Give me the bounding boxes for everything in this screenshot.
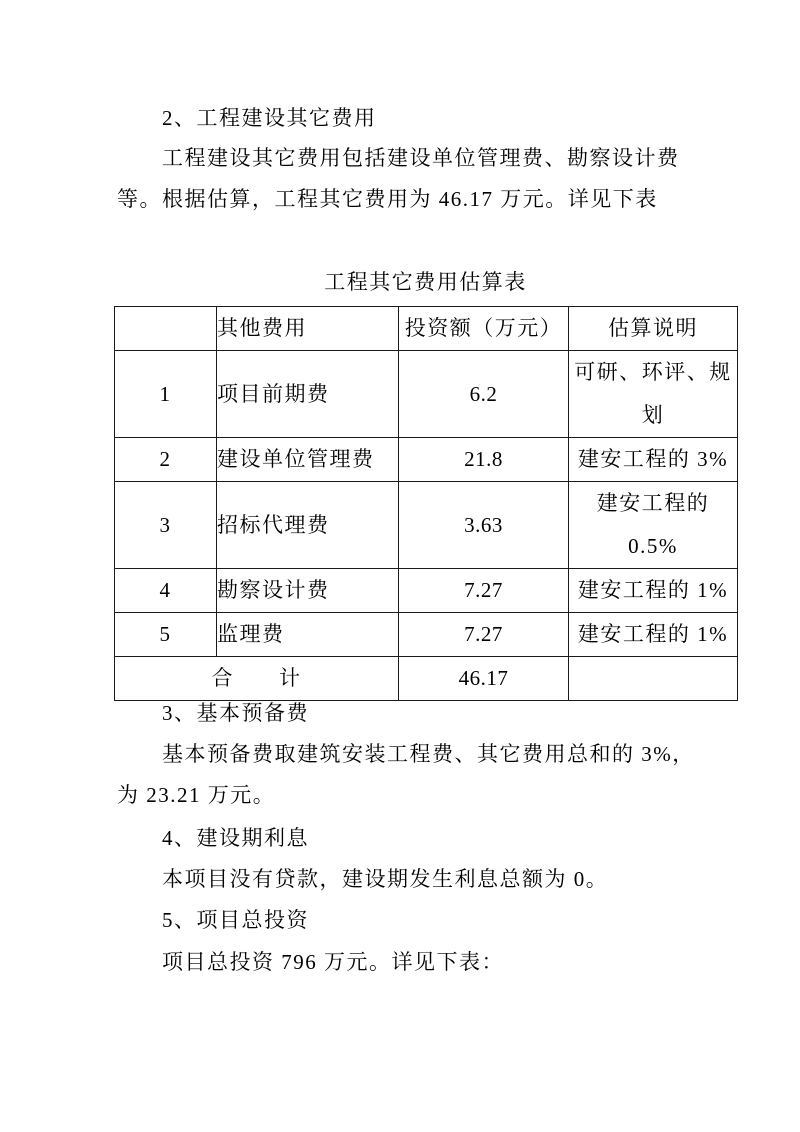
cell-note: 建安工程的 3% [569, 438, 738, 482]
table-row [115, 438, 738, 482]
total-note-cell [569, 657, 738, 701]
section-2-heading: 2、工程建设其它费用 [162, 106, 377, 130]
cell-note: 建安工程的 0.5% [569, 482, 738, 569]
section-5-heading: 5、项目总投资 [162, 908, 309, 932]
cell-amount: 3.63 [399, 482, 569, 569]
cell-index: 2 [115, 438, 217, 482]
table-row [115, 613, 738, 657]
section-4-heading: 4、建设期利息 [162, 826, 309, 850]
table-header-row [115, 307, 738, 351]
table-total-row [115, 657, 738, 701]
paragraph-4-line-1: 本项目没有贷款，建设期发生利息总额为 0。 [162, 867, 609, 891]
cell-name: 监理费 [217, 613, 399, 657]
paragraph-3-line-1: 基本预备费取建筑安装工程费、其它费用总和的 3%， [162, 742, 695, 766]
total-label-cell: 合 计 [115, 657, 399, 701]
cell-name: 招标代理费 [217, 482, 399, 569]
cell-index: 5 [115, 613, 217, 657]
paragraph-2-line-1: 工程建设其它费用包括建设单位管理费、勘察设计费 [162, 146, 680, 170]
cell-index: 3 [115, 482, 217, 569]
cell-name: 勘察设计费 [217, 569, 399, 613]
cell-amount: 6.2 [399, 351, 569, 438]
cell-note: 可研、环评、规划 [569, 351, 738, 438]
header-cell-amount: 投资额（万元） [399, 307, 569, 351]
header-cell-name: 其他费用 [217, 307, 399, 351]
header-cell-index [115, 307, 217, 351]
cell-amount: 7.27 [399, 569, 569, 613]
cell-amount: 21.8 [399, 438, 569, 482]
paragraph-3-line-2: 为 23.21 万元。 [117, 783, 276, 807]
header-cell-note: 估算说明 [569, 307, 738, 351]
table-row [115, 351, 738, 438]
table-row [115, 482, 738, 569]
cell-name: 项目前期费 [217, 351, 399, 438]
table-title: 工程其它费用估算表 [324, 270, 527, 294]
cell-name: 建设单位管理费 [217, 438, 399, 482]
cell-note: 建安工程的 1% [569, 613, 738, 657]
cell-amount: 7.27 [399, 613, 569, 657]
cell-index: 1 [115, 351, 217, 438]
paragraph-5-line-1: 项目总投资 796 万元。详见下表： [162, 950, 504, 974]
other-cost-estimate-table [114, 306, 738, 701]
cell-note: 建安工程的 1% [569, 569, 738, 613]
cell-index: 4 [115, 569, 217, 613]
section-3-heading: 3、基本预备费 [162, 701, 309, 725]
paragraph-2-line-2: 等。根据估算，工程其它费用为 46.17 万元。详见下表 [117, 187, 658, 211]
total-amount-cell: 46.17 [399, 657, 569, 701]
table-row [115, 569, 738, 613]
